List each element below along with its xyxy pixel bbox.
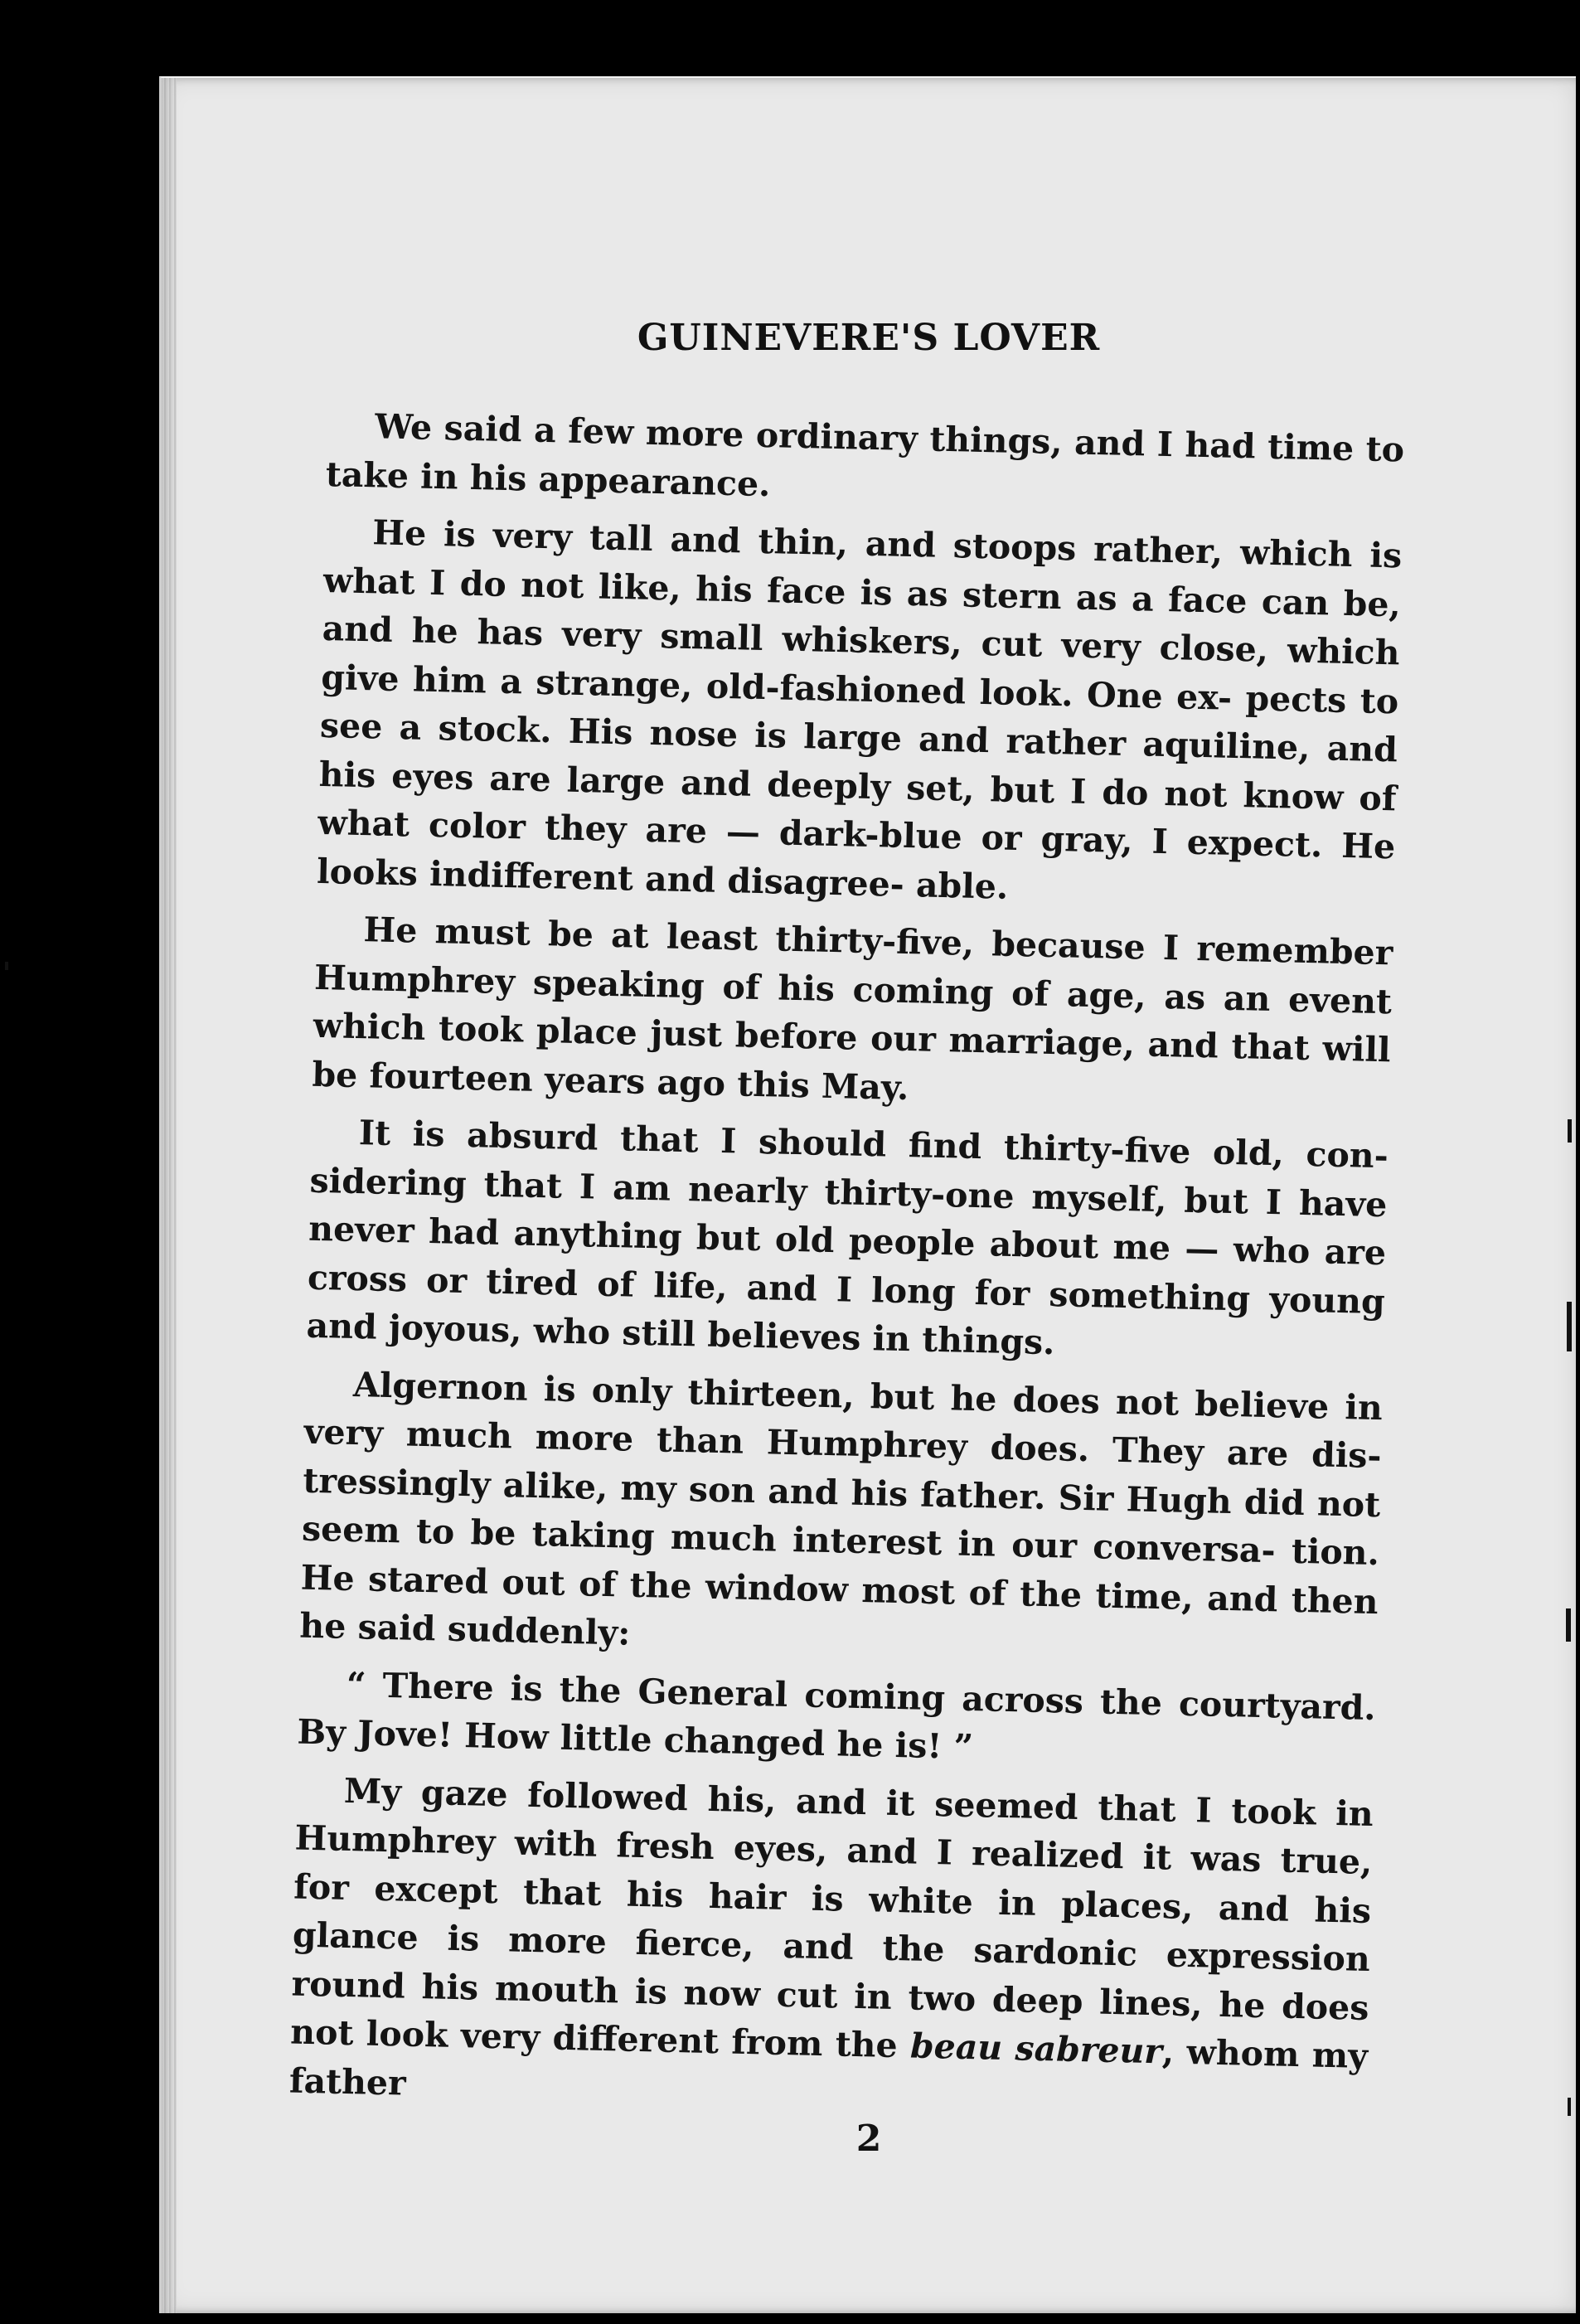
text-line: Algernon is only thirteen, but he does not believe in (352, 1364, 1384, 1428)
text-line: able. (915, 864, 1009, 907)
paragraph (325, 401, 1404, 522)
text-line: glance is more fierce, and the sardonic expression round (291, 1914, 1371, 2006)
text-line: pects to see a stock. His nose is large and rather (319, 677, 1399, 764)
paragraph (288, 1765, 1374, 2129)
text-line: He must be at least thirty-five, because I remember (363, 910, 1393, 973)
paragraph (297, 1659, 1376, 1780)
text-line: his mouth is now cut in two deep lines, he does not look (289, 1966, 1369, 2055)
text-line: or gray, I expect. He looks indifferent and disagree- (316, 818, 1396, 905)
body-text (288, 401, 1405, 2138)
text-line: By Jove! How little changed he is! ” (297, 1711, 974, 1768)
text-line: He is very tall and thin, and stoops rather, which (371, 512, 1354, 575)
text-line: sidering that I am nearly thirty-one myself, but I have (309, 1160, 1388, 1225)
text-line: very much more than Humphrey does. They are dis- (303, 1411, 1383, 1477)
text-line: It is absurd that I should find thirty-five old, con- (358, 1113, 1389, 1177)
text-line: to take in his appearance. (325, 429, 1405, 504)
text-line: Humphrey with fresh eyes, and I realized it was true, (294, 1817, 1373, 1883)
text-line: is what I do not like, his face is as stern as a face can (322, 535, 1403, 623)
text-line: will be fourteen years ago this May. (312, 1028, 1392, 1108)
text-line: “ There is the General coming across the courtyard. (346, 1664, 1377, 1728)
paragraph (299, 1359, 1384, 1674)
paragraph (316, 507, 1402, 919)
italic-phrase: beau sabreur (909, 2026, 1163, 2072)
page-edge-shading (162, 78, 177, 2313)
text-line (289, 2016, 1369, 2103)
text-line: cross or tired of life, and I long for something young (307, 1257, 1386, 1322)
page-number: 2 (855, 2118, 882, 2160)
scan-artifact (1566, 1608, 1571, 1642)
text-line: Humphrey speaking of his coming of age, as an event (313, 957, 1393, 1021)
text-line: aquiline, and his eyes are large and deeply set, but (318, 724, 1398, 811)
scan-artifact (1568, 1119, 1572, 1143)
text-fragment: very different from the (460, 2016, 911, 2066)
book-page (159, 76, 1576, 2313)
scan-artifact (1568, 2098, 1571, 2116)
text-line: be, and he has very small whiskers, cut very close, (322, 583, 1402, 670)
text-line: and then he said suddenly: (298, 1577, 1379, 1653)
paragraph (306, 1108, 1389, 1375)
text-line: which took place just before our marriage, and that (313, 1005, 1311, 1069)
text-line: which give him a strange, old-fashioned look. One ex- (320, 630, 1401, 718)
running-head: GUINEVERE'S LOVER (637, 317, 1101, 359)
text-line: I do not know of what color they are — dark-blue (317, 770, 1398, 857)
text-fragment: , whom my father (288, 2031, 1369, 2103)
text-line: My gaze followed his, and it seemed that I took in (343, 1770, 1374, 1834)
paragraph (312, 905, 1393, 1123)
text-line: tion. He stared out of the window most of the time, (300, 1531, 1380, 1618)
scan-artifact (1567, 1302, 1572, 1351)
text-line: and joyous, who still believes in things. (306, 1305, 1055, 1363)
scan-artifact (5, 962, 8, 970)
text-line: never had anything but old people about me — who are (308, 1208, 1387, 1274)
text-line: for except that his hair is white in places, and his (293, 1866, 1372, 1931)
text-line: tressingly alike, my son and his father. Sir Hugh did (302, 1460, 1306, 1523)
text-line: not seem to be taking much interest in our conversa- (301, 1482, 1381, 1571)
text-line: We said a few more ordinary things, and I had time (374, 406, 1355, 469)
